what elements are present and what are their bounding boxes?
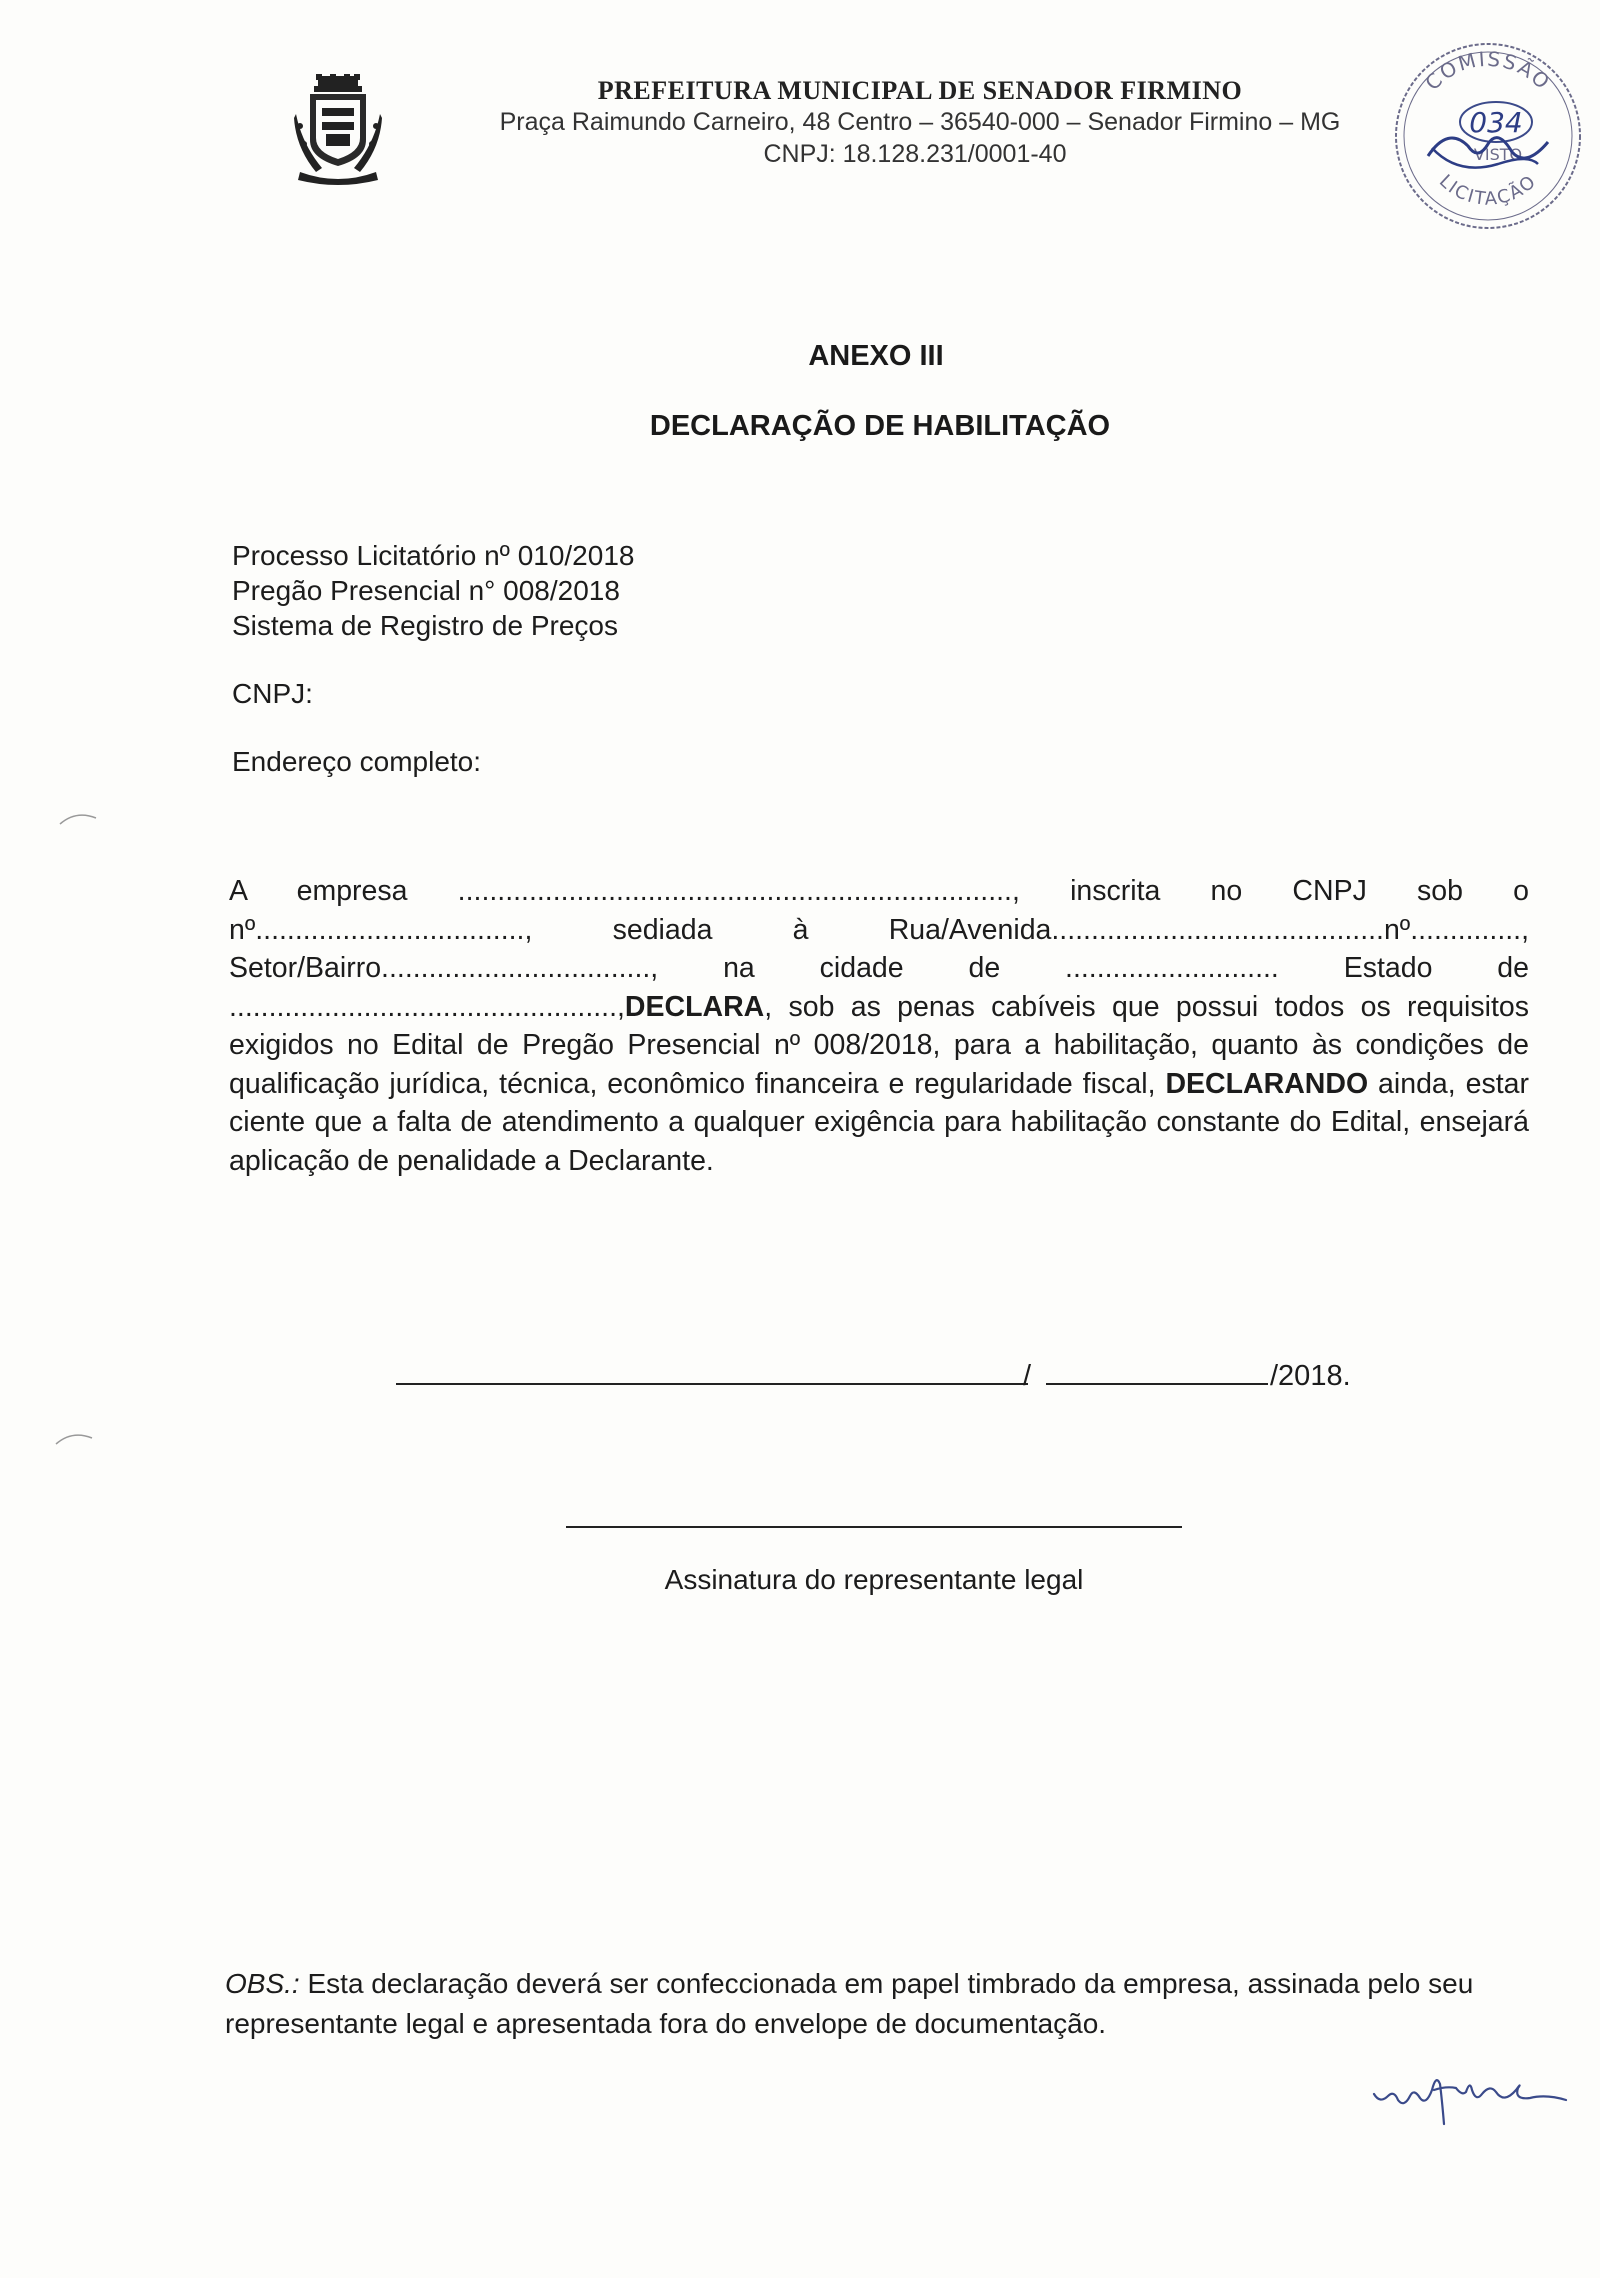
registry-system: Sistema de Registro de Preços [232,610,618,641]
header-title: PREFEITURA MUNICIPAL DE SENADOR FIRMINO [597,76,1243,105]
svg-text:COMISSÃO [1420,47,1555,95]
stamp-number: 034 [1469,106,1523,139]
commission-stamp [1388,36,1588,236]
header-cnpj: CNPJ: 18.128.231/0001-40 [763,140,1067,168]
declara-word: DECLARA [624,990,765,1023]
body-part-1: A empresa ......................................................................, inscrita no CNPJ sob o nº.................................., sediada à Rua/Avenida..........................................nº.............., Setor/Bairro.................................., na cidade de ........................... Estado de ................................................., [229,875,1529,1023]
date-slash: / [1023,1360,1032,1392]
date-place-line [396,1383,1028,1385]
obs-text: Esta declaração deverá ser confeccionada em papel timbrado da empresa, assinada pelo seu representante legal e apresentada fora do envelope de documentação. [225,1968,1474,2039]
observation-note [225,1964,1485,2044]
cnpj-label: CNPJ: [232,678,313,709]
svg-text:LICITAÇÃO [1435,171,1541,210]
punch-hole-mark [58,808,98,828]
stamp-top-text: COMISSÃO [1420,46,1556,95]
stamp-middle-text: VISTO [1473,145,1523,164]
annex-title: ANEXO III [808,340,944,372]
municipal-crest-icon [292,74,384,186]
handwritten-rubric [1370,2060,1570,2140]
address-label: Endereço completo: [232,746,482,777]
punch-hole-mark [54,1428,94,1448]
stamp-bottom-text: LICITAÇÃO [1434,170,1542,210]
pregao-number: Pregão Presencial n° 008/2018 [232,575,620,606]
obs-label: OBS.: [225,1968,300,1999]
declaration-body [229,872,1529,1180]
declarando-word: DECLARANDO [1165,1067,1369,1100]
date-year: /2018. [1270,1360,1351,1392]
header-address: Praça Raimundo Carneiro, 48 Centro – 36540-000 – Senador Firmino – MG [499,108,1341,136]
document-title: DECLARAÇÃO DE HABILITAÇÃO [649,410,1111,442]
body-part-2: , sob as penas cabíveis que possui todos os requisitos exigidos no Edital de Pregão Presencial nº 008/2018, para a habilitação, quanto às condições de qualificação jurídica, técnica, econômico financeira e regularidade fiscal, [229,990,1529,1100]
signature-label: Assinatura do representante legal [664,1564,1084,1595]
body-part-3: ainda, estar ciente que a falta de atendimento a qualquer exigência para habilitação constante do Edital, ensejará aplicação de penalidade a Declarante. [229,1067,1529,1177]
date-month-line [1046,1383,1268,1385]
process-number: Processo Licitatório nº 010/2018 [232,540,635,571]
signature-line [566,1526,1182,1528]
